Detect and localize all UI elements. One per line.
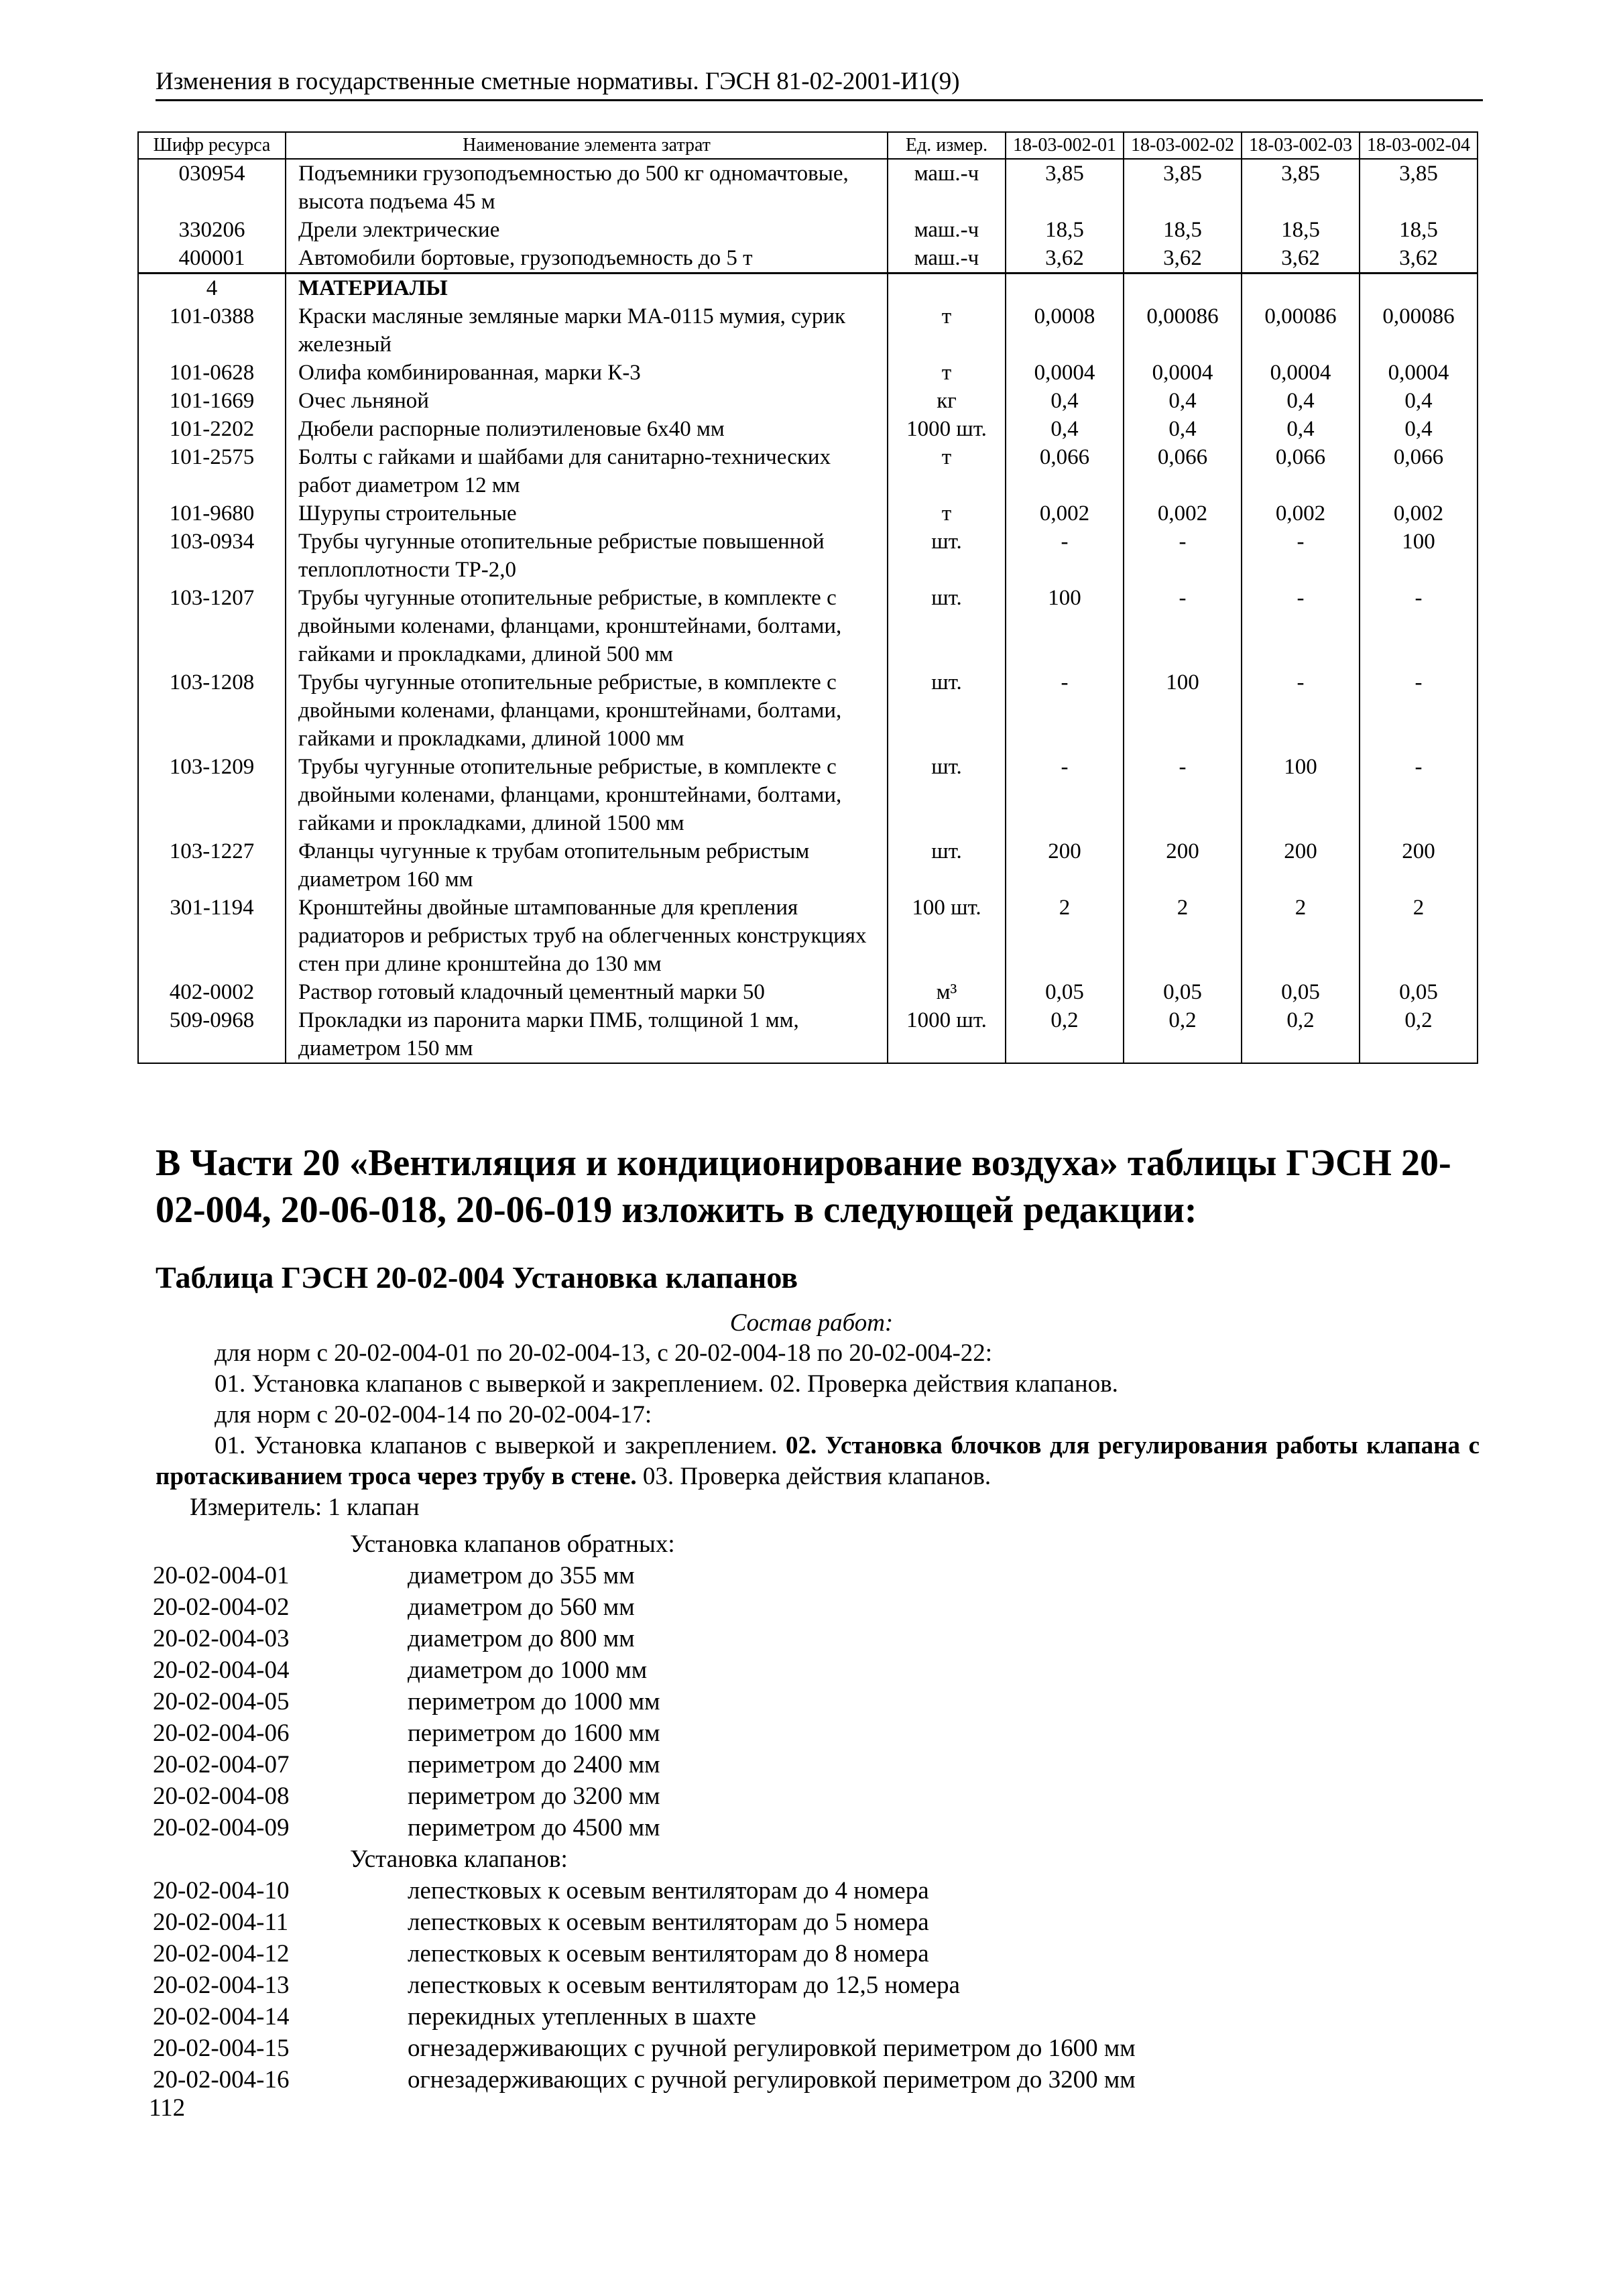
resource-value: -	[1124, 528, 1242, 584]
table-row	[138, 443, 1478, 499]
table-row	[138, 415, 1478, 443]
resource-code: 103-0934	[138, 528, 286, 584]
resource-value: 100	[1124, 668, 1242, 753]
norm-description: лепестковых к осевым вентиляторам до 12,5 номера	[408, 1972, 960, 1999]
norm-item	[153, 1591, 1136, 1623]
resource-unit: т	[888, 359, 1006, 387]
header-unit: Ед. измер.	[888, 132, 1006, 159]
resource-value: -	[1242, 668, 1360, 753]
norm-item	[153, 1780, 1136, 1812]
resource-code: 103-1227	[138, 837, 286, 894]
norm-description: периметром до 1000 мм	[408, 1688, 660, 1715]
norm-description: периметром до 2400 мм	[408, 1751, 660, 1778]
norm-code: 20-02-004-04	[153, 1656, 290, 1684]
norm-item	[153, 1623, 1136, 1654]
norm-item	[153, 1875, 1136, 1907]
resource-value: 3,85	[1124, 159, 1242, 216]
resource-value: 2	[1124, 894, 1242, 978]
resource-value: 0,4	[1006, 415, 1124, 443]
work-steps-1: 01. Установка клапанов с выверкой и закреплением. 02. Проверка действия клапанов.	[215, 1370, 1118, 1398]
norm-group-title: Установка клапанов:	[350, 1846, 568, 1873]
resource-value: 0,2	[1124, 1006, 1242, 1063]
resource-value: -	[1006, 528, 1124, 584]
table-row	[138, 359, 1478, 387]
table-row	[138, 837, 1478, 894]
materials-section-row	[138, 274, 1478, 303]
norm-code: 20-02-004-16	[153, 2066, 290, 2094]
resource-unit: т	[888, 499, 1006, 528]
work-steps-2	[156, 1431, 1480, 1492]
resource-value: 0,4	[1360, 387, 1478, 415]
resource-value: 0,4	[1124, 415, 1242, 443]
resource-code: 101-2575	[138, 443, 286, 499]
resource-value: 0,002	[1360, 499, 1478, 528]
norm-code: 20-02-004-08	[153, 1783, 290, 1810]
resource-value: 0,4	[1360, 415, 1478, 443]
resource-value: 0,066	[1124, 443, 1242, 499]
resource-unit: кг	[888, 387, 1006, 415]
work-composition-label: Состав работ:	[729, 1309, 894, 1337]
norm-item	[153, 1812, 1136, 1844]
resource-value: 0,0004	[1360, 359, 1478, 387]
resource-code: 103-1208	[138, 668, 286, 753]
measure-unit: Измеритель: 1 клапан	[190, 1494, 420, 1521]
norm-code: 20-02-004-01	[153, 1562, 290, 1589]
resource-name: Трубы чугунные отопительные ребристые, в комплекте с двойными коленами, фланцами, кронштейнами, болтами, гайками и прокладками, длиной 1000 мм	[286, 668, 888, 753]
norm-description: огнезадерживающих с ручной регулировкой периметром до 3200 мм	[408, 2066, 1136, 2094]
resource-value: 3,85	[1242, 159, 1360, 216]
resource-value: 200	[1242, 837, 1360, 894]
resource-code: 101-0628	[138, 359, 286, 387]
resource-value: 2	[1006, 894, 1124, 978]
running-head: Изменения в государственные сметные нормативы. ГЭСН 81-02-2001-И1(9)	[156, 66, 1483, 101]
empty-cell	[1006, 274, 1124, 303]
header-col-4: 18-03-002-04	[1360, 132, 1478, 159]
table-row	[138, 584, 1478, 668]
resource-value: 2	[1360, 894, 1478, 978]
resource-unit: маш.-ч	[888, 159, 1006, 216]
resource-value: 0,4	[1242, 387, 1360, 415]
resource-name: Дрели электрические	[286, 216, 888, 244]
resource-unit: т	[888, 302, 1006, 359]
norm-item	[153, 2064, 1136, 2096]
resource-name: Краски масляные земляные марки МА-0115 мумия, сурик железный	[286, 302, 888, 359]
norm-code: 20-02-004-09	[153, 1814, 290, 1841]
norm-item	[153, 1749, 1136, 1780]
resource-unit: шт.	[888, 837, 1006, 894]
table-row	[138, 668, 1478, 753]
table-header-row	[138, 132, 1478, 159]
resource-value: 0,002	[1006, 499, 1124, 528]
resource-unit: 1000 шт.	[888, 1006, 1006, 1063]
resource-value: 0,05	[1242, 978, 1360, 1006]
resource-value: 3,85	[1360, 159, 1478, 216]
table-row	[138, 302, 1478, 359]
resource-value: 18,5	[1124, 216, 1242, 244]
resource-unit: шт.	[888, 584, 1006, 668]
resource-value: 3,62	[1360, 244, 1478, 274]
norm-description: периметром до 4500 мм	[408, 1814, 660, 1841]
norm-code: 20-02-004-15	[153, 2035, 290, 2062]
norm-list	[153, 1528, 1136, 2096]
resource-code: 103-1209	[138, 753, 286, 837]
resource-name: Олифа комбинированная, марки К-3	[286, 359, 888, 387]
norm-description: диаметром до 1000 мм	[408, 1656, 648, 1684]
resource-name: Трубы чугунные отопительные ребристые, в комплекте с двойными коленами, фланцами, кронштейнами, болтами, гайками и прокладками, длиной 1500 мм	[286, 753, 888, 837]
table-row	[138, 753, 1478, 837]
resource-code: 330206	[138, 216, 286, 244]
work-step-bold: 02. Установка блочков для регулирования работы клапана с протаскиванием троса через трубу в стене.	[156, 1432, 1480, 1490]
norm-code: 20-02-004-06	[153, 1719, 290, 1747]
resource-unit: т	[888, 443, 1006, 499]
empty-cell	[1360, 274, 1478, 303]
section-heading: В Части 20 «Вентиляция и кондиционирование воздуха» таблицы ГЭСН 20-02-004, 20-06-018, 20-06-019 изложить в следующей редакции:	[156, 1142, 1451, 1231]
header-col-2: 18-03-002-02	[1124, 132, 1242, 159]
resource-name: Автомобили бортовые, грузоподъемность до 5 т	[286, 244, 888, 274]
resource-value: 0,4	[1242, 415, 1360, 443]
resource-value: 0,066	[1006, 443, 1124, 499]
table-row	[138, 499, 1478, 528]
norm-code: 20-02-004-11	[153, 1909, 289, 1936]
resource-value: 3,62	[1006, 244, 1124, 274]
resource-value: 0,0008	[1006, 302, 1124, 359]
norm-item	[153, 1907, 1136, 1938]
resource-value: -	[1360, 753, 1478, 837]
norm-item	[153, 2033, 1136, 2064]
resource-name: Трубы чугунные отопительные ребристые повышенной теплоплотности ТР-2,0	[286, 528, 888, 584]
norm-description: огнезадерживающих с ручной регулировкой периметром до 1600 мм	[408, 2035, 1136, 2062]
empty-cell	[1124, 274, 1242, 303]
resource-unit: шт.	[888, 753, 1006, 837]
table-row	[138, 894, 1478, 978]
norm-description: диаметром до 800 мм	[408, 1625, 635, 1652]
resource-value: 0,0004	[1242, 359, 1360, 387]
resource-name: Очес льняной	[286, 387, 888, 415]
empty-cell	[1242, 274, 1360, 303]
norm-item	[153, 1938, 1136, 1970]
resource-value: 0,00086	[1242, 302, 1360, 359]
resource-name: Дюбели распорные полиэтиленовые 6х40 мм	[286, 415, 888, 443]
resource-value: 0,2	[1242, 1006, 1360, 1063]
resource-name: Трубы чугунные отопительные ребристые, в комплекте с двойными коленами, фланцами, кронштейнами, болтами, гайками и прокладками, длиной 500 мм	[286, 584, 888, 668]
resource-value: 200	[1006, 837, 1124, 894]
resource-unit: маш.-ч	[888, 244, 1006, 274]
norm-item	[153, 2001, 1136, 2033]
norm-code: 20-02-004-07	[153, 1751, 290, 1778]
table-row	[138, 1006, 1478, 1063]
table-row	[138, 978, 1478, 1006]
resource-value: 0,05	[1124, 978, 1242, 1006]
norm-item	[153, 1654, 1136, 1686]
page-number: 112	[149, 2094, 186, 2122]
header-col-1: 18-03-002-01	[1006, 132, 1124, 159]
norm-description: диаметром до 355 мм	[408, 1562, 635, 1589]
empty-cell	[888, 274, 1006, 303]
table-row	[138, 159, 1478, 216]
resource-unit: шт.	[888, 528, 1006, 584]
resource-name: Подъемники грузоподъемностью до 500 кг одномачтовые, высота подъема 45 м	[286, 159, 888, 216]
resource-code: 101-9680	[138, 499, 286, 528]
section-title: МАТЕРИАЛЫ	[286, 274, 888, 303]
section-code: 4	[138, 274, 286, 303]
resource-code: 101-1669	[138, 387, 286, 415]
resource-unit: 1000 шт.	[888, 415, 1006, 443]
norm-item	[153, 1686, 1136, 1717]
resource-value: 3,62	[1242, 244, 1360, 274]
resource-value: -	[1124, 753, 1242, 837]
norm-code: 20-02-004-03	[153, 1625, 290, 1652]
resource-value: 0,2	[1360, 1006, 1478, 1063]
norm-description: лепестковых к осевым вентиляторам до 8 номера	[408, 1940, 929, 1968]
resource-value: 3,62	[1124, 244, 1242, 274]
resource-code: 402-0002	[138, 978, 286, 1006]
resource-value: 0,05	[1360, 978, 1478, 1006]
resource-unit: шт.	[888, 668, 1006, 753]
resource-value: -	[1242, 584, 1360, 668]
resource-name: Болты с гайками и шайбами для санитарно-технических работ диаметром 12 мм	[286, 443, 888, 499]
resource-code: 101-0388	[138, 302, 286, 359]
resource-value: 0,0004	[1124, 359, 1242, 387]
resource-value: 200	[1124, 837, 1242, 894]
resource-value: -	[1006, 668, 1124, 753]
resource-value: 0,05	[1006, 978, 1124, 1006]
resource-code: 509-0968	[138, 1006, 286, 1063]
resource-value: 0,066	[1360, 443, 1478, 499]
resource-value: 0,066	[1242, 443, 1360, 499]
resource-value: 0,4	[1124, 387, 1242, 415]
resource-value: -	[1242, 528, 1360, 584]
resource-value: 0,00086	[1360, 302, 1478, 359]
resource-value: -	[1360, 668, 1478, 753]
norm-code: 20-02-004-10	[153, 1877, 290, 1905]
resource-unit: маш.-ч	[888, 216, 1006, 244]
resource-value: 2	[1242, 894, 1360, 978]
resource-code: 030954	[138, 159, 286, 216]
resource-value: 0,4	[1006, 387, 1124, 415]
norm-code: 20-02-004-13	[153, 1972, 290, 1999]
work-step-text: 03. Проверка действия клапанов.	[636, 1463, 991, 1490]
norm-code: 20-02-004-02	[153, 1593, 290, 1621]
table-row	[138, 387, 1478, 415]
norm-group-title: Установка клапанов обратных:	[350, 1530, 675, 1558]
resource-value: 0,0004	[1006, 359, 1124, 387]
resource-value: 100	[1242, 753, 1360, 837]
resource-value: 0,002	[1242, 499, 1360, 528]
resource-name: Раствор готовый кладочный цементный марки 50	[286, 978, 888, 1006]
resource-code: 301-1194	[138, 894, 286, 978]
norm-item	[153, 1970, 1136, 2001]
norm-description: лепестковых к осевым вентиляторам до 4 номера	[408, 1877, 929, 1905]
resource-code: 400001	[138, 244, 286, 274]
resource-value: -	[1360, 584, 1478, 668]
table-title: Таблица ГЭСН 20-02-004 Установка клапанов	[156, 1260, 798, 1294]
resource-value: 0,2	[1006, 1006, 1124, 1063]
header-col-3: 18-03-002-03	[1242, 132, 1360, 159]
resource-value: -	[1124, 584, 1242, 668]
resource-value: 18,5	[1242, 216, 1360, 244]
work-scope-1: для норм с 20-02-004-01 по 20-02-004-13, с 20-02-004-18 по 20-02-004-22:	[215, 1339, 993, 1367]
work-step-text: 01. Установка клапанов с выверкой и закреплением.	[215, 1432, 786, 1459]
resource-name: Фланцы чугунные к трубам отопительным ребристым диаметром 160 мм	[286, 837, 888, 894]
resource-value: 100	[1360, 528, 1478, 584]
norm-item	[153, 1717, 1136, 1749]
resource-value: 18,5	[1360, 216, 1478, 244]
norm-description: периметром до 3200 мм	[408, 1783, 660, 1810]
header-name: Наименование элемента затрат	[286, 132, 888, 159]
work-scope-2: для норм с 20-02-004-14 по 20-02-004-17:	[215, 1401, 652, 1429]
resource-value: -	[1006, 753, 1124, 837]
resource-code: 101-2202	[138, 415, 286, 443]
resource-value: 0,00086	[1124, 302, 1242, 359]
resource-name: Кронштейны двойные штампованные для крепления радиаторов и ребристых труб на облегченных конструкциях стен при длине кронштейна до 130 мм	[286, 894, 888, 978]
header-code: Шифр ресурса	[138, 132, 286, 159]
resource-name: Шурупы строительные	[286, 499, 888, 528]
table-row	[138, 528, 1478, 584]
norm-description: периметром до 1600 мм	[408, 1719, 660, 1747]
norm-description: перекидных утепленных в шахте	[408, 2003, 756, 2031]
norm-item	[153, 1560, 1136, 1591]
resource-unit: м³	[888, 978, 1006, 1006]
table-row	[138, 244, 1478, 274]
norm-code: 20-02-004-05	[153, 1688, 290, 1715]
resource-value: 3,85	[1006, 159, 1124, 216]
resource-name: Прокладки из паронита марки ПМБ, толщиной 1 мм, диаметром 150 мм	[286, 1006, 888, 1063]
resource-unit: 100 шт.	[888, 894, 1006, 978]
resource-value: 18,5	[1006, 216, 1124, 244]
resource-code: 103-1207	[138, 584, 286, 668]
resource-value: 0,002	[1124, 499, 1242, 528]
norm-code: 20-02-004-14	[153, 2003, 290, 2031]
norm-description: лепестковых к осевым вентиляторам до 5 номера	[408, 1909, 929, 1936]
norm-description: диаметром до 560 мм	[408, 1593, 635, 1621]
resource-value: 200	[1360, 837, 1478, 894]
resource-table	[137, 131, 1478, 1064]
norm-code: 20-02-004-12	[153, 1940, 290, 1968]
table-row	[138, 216, 1478, 244]
resource-value: 100	[1006, 584, 1124, 668]
